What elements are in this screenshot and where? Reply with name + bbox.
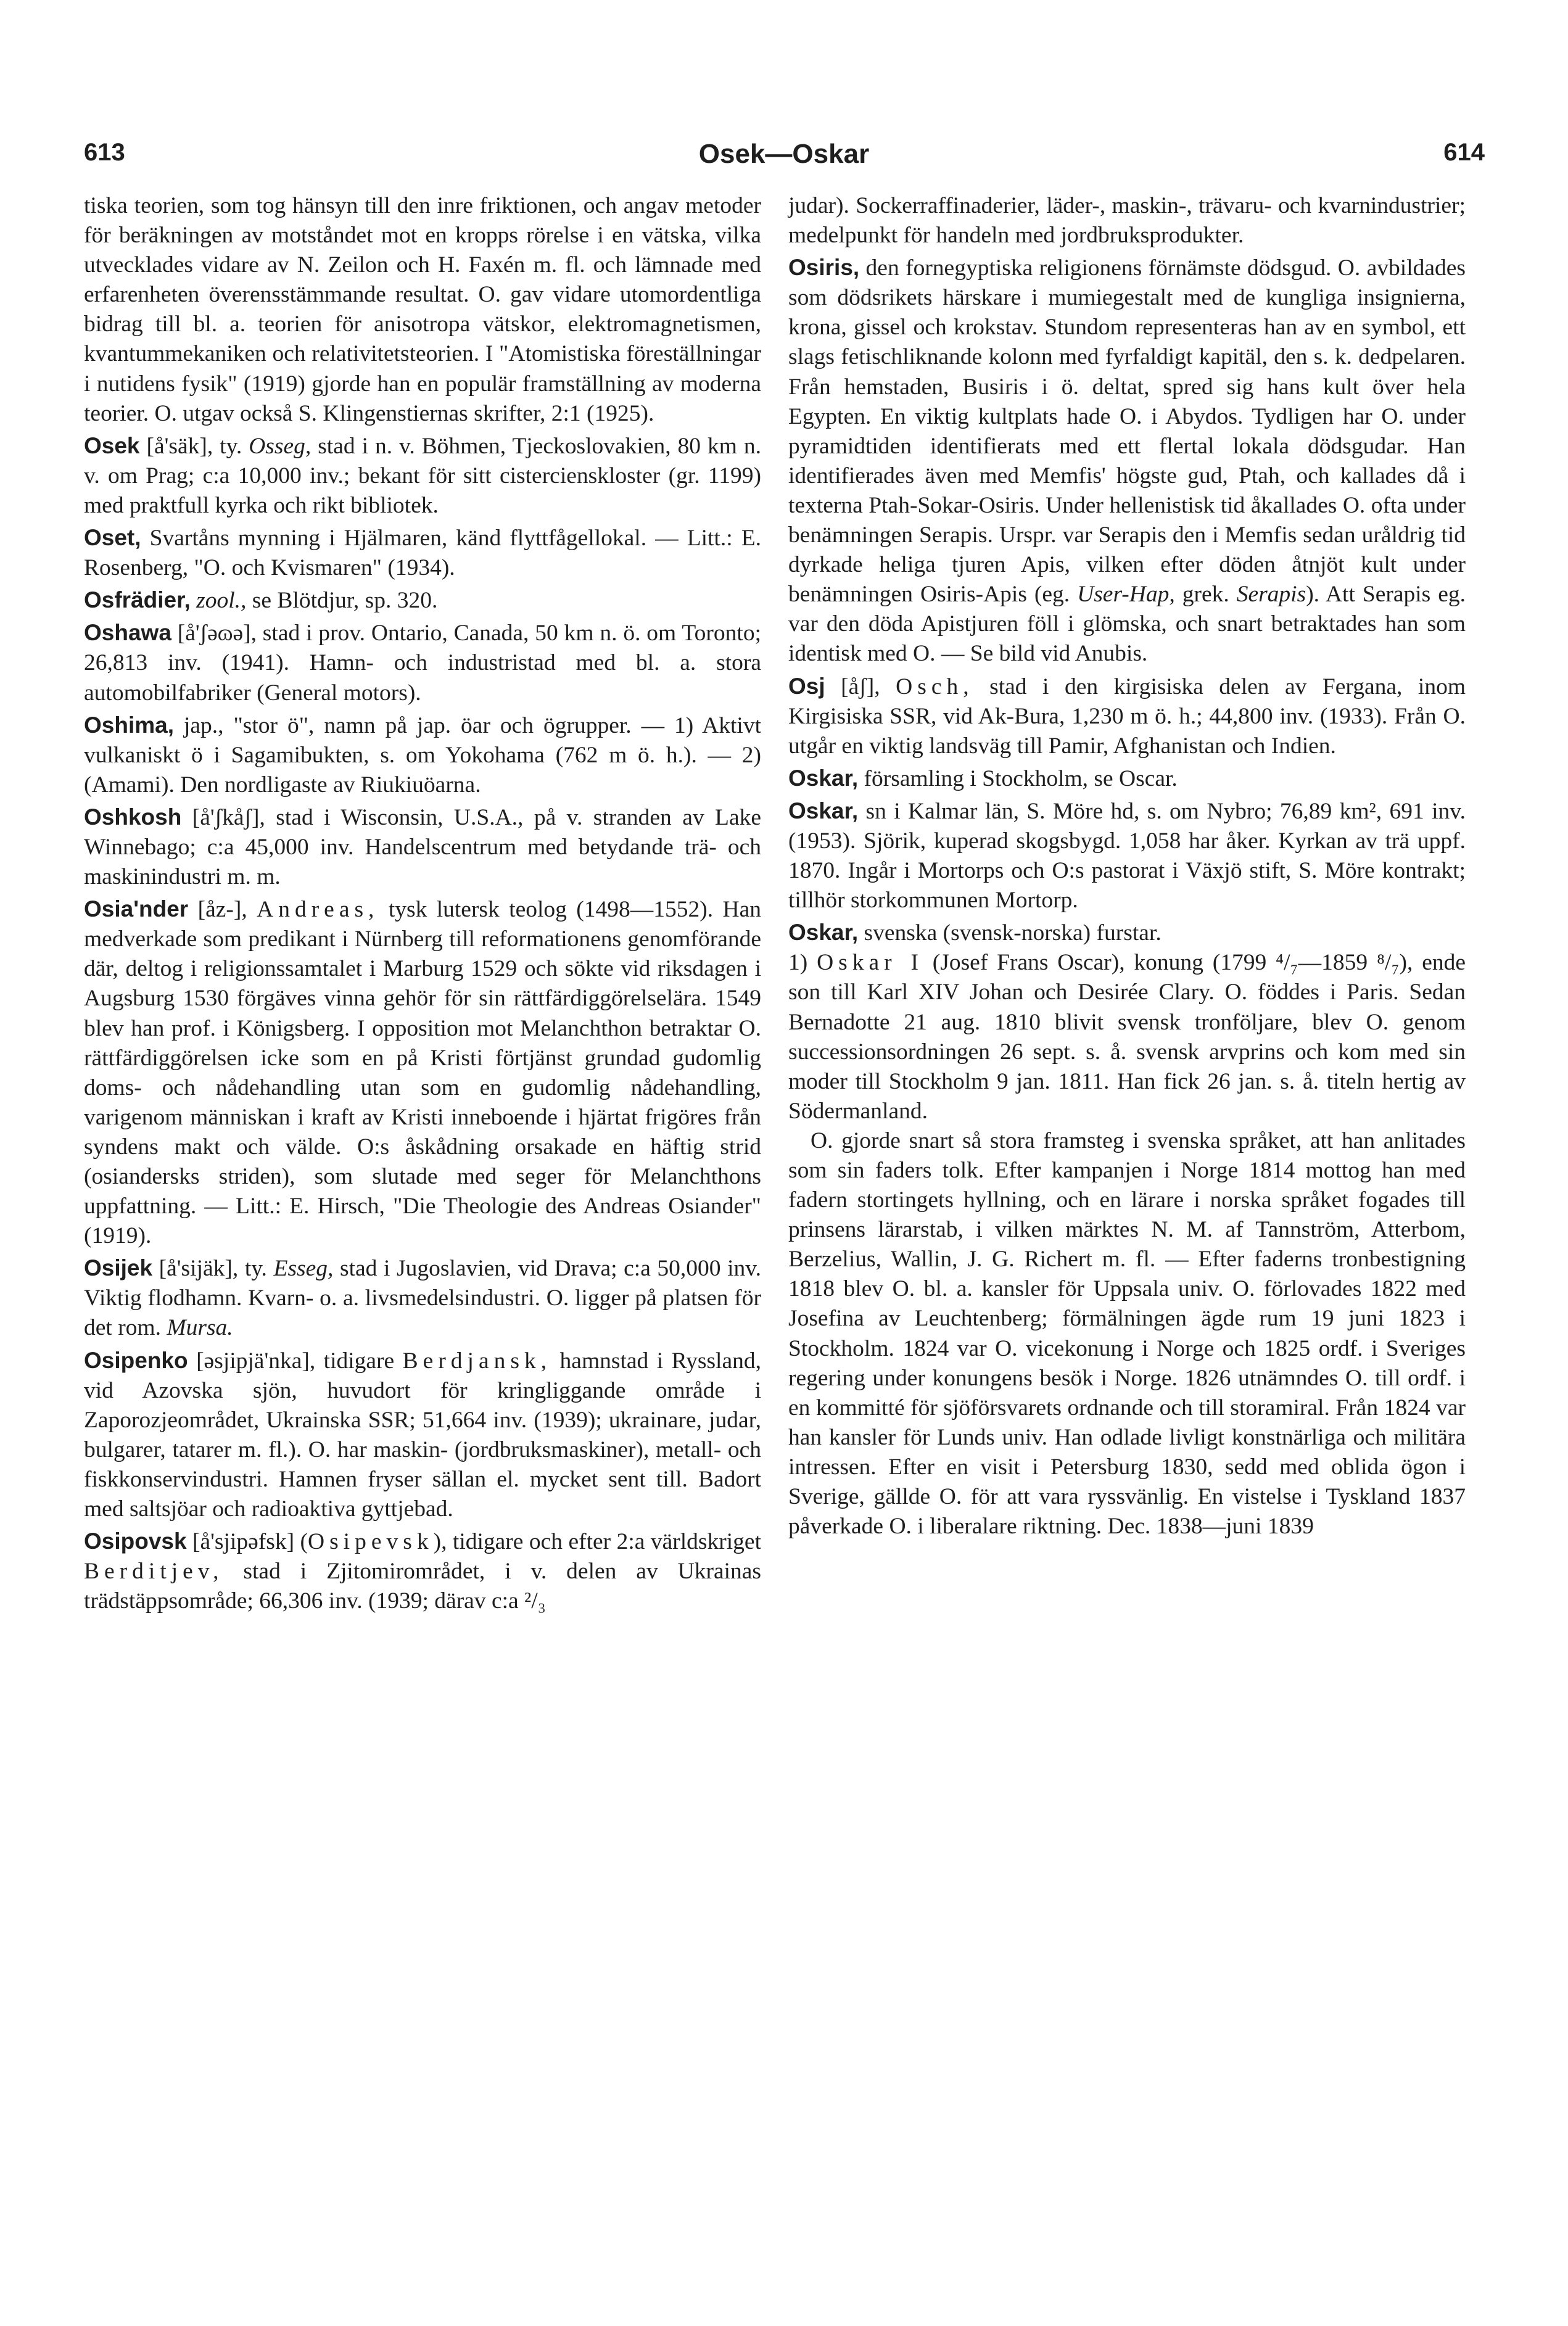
entry-italic: Serapis <box>1236 582 1306 608</box>
entry-text: ), tidigare och efter 2:a världskriget <box>433 1529 761 1555</box>
entry-text: [å'säk], ty. <box>139 433 249 459</box>
entry-spaced: Berditjev, <box>84 1559 224 1585</box>
entry-text: hamnstad i Ryssland, vid Azovska sjön, huvudort för kringliggande område i Zaporozjeområdet, Ukrainska SSR; 51,664 inv. (1939); ukrainare, judar, bulgarer, tatarer m. fl.). O. har maskin- (jordbruksmaskiner), metall- och fiskkonservindustri. Hamnen fryser sällan el. mycket sent till. Badort med saltsjöar och radioaktiva gyttjebad. <box>84 1348 761 1522</box>
headword: Osijek <box>84 1255 153 1281</box>
headword: Osj <box>788 673 825 699</box>
headword: Osipenko <box>84 1347 188 1373</box>
entry-text: [å'ʃəɷə], stad i prov. Ontario, Canada, 50 km n. ö. om Toronto; 26,813 inv. (1941). Hamn- och industristad med bl. a. stora automobilfabriker (General motors). <box>84 621 761 706</box>
entry-osipovsk <box>84 1527 761 1616</box>
headword: Oskar, <box>788 765 859 791</box>
entry-osj <box>788 672 1466 761</box>
entry-text: [åʃ], <box>825 674 896 699</box>
headword: Oskar, <box>788 798 859 823</box>
running-title: Osek—Oskar <box>698 139 870 169</box>
entry-spaced: Andreas, <box>257 897 379 923</box>
headword: Oshawa <box>84 620 171 646</box>
entry-italic: Esseg, <box>273 1256 334 1282</box>
headword: Osiris, <box>788 255 860 281</box>
entry-osiris <box>788 253 1466 669</box>
entry-osijek <box>84 1253 761 1343</box>
entry-text: se Blötdjur, sp. 320. <box>246 588 438 614</box>
entry-italic: Mursa. <box>167 1315 233 1341</box>
entry-italic: User-Hap, <box>1077 582 1175 608</box>
headword: Osipovsk <box>84 1528 187 1554</box>
entry-spaced: Oskar I <box>817 950 923 976</box>
entry-text: sn i Kalmar län, S. Möre hd, s. om Nybro; 76,89 km², 691 inv. (1953). Sjörik, kuperad skogsbygd. 1,058 har åker. Kyrkan av trä uppf. 1870. Ingår i Mortorps och O:s pastorat i Växjö stift, S. Möre kontrakt; tillhör storkommunen Mortorp. <box>788 798 1466 913</box>
entry-osek <box>84 431 761 521</box>
entry-text: den fornegyptiska religionens förnämste dödsgud. O. avbildades som dödsrikets härskare i mumiegestalt med de kungliga insignierna, krona, gissel och krokstav. Stundom representeras han av en symbol, ett slags fetischliknande kolonn med fyrfaldigt kapitäl, den s. k. dedpelaren. Från hemstaden, Busiris i ö. deltat, spred sig hans kult över hela Egypten. En viktig kultplats hade O. i Abydos. Tydligen har O. under pyramidtiden identifierats med ett flertal lokala dödsgudar. Han identifierades även med Memfis' högste gud, Ptah, och kallades då i texterna Ptah-Sokar-Osiris. Under hellenistisk tid åkallades O. ofta under benämningen Serapis. Urspr. var Serapis den i Memfis sedan uråldrig tid dyrkade heliga tjuren Apis, vilken efter döden åtnjöt kult under benämningen Osiris-Apis (eg. <box>788 255 1466 608</box>
headword: Oset, <box>84 525 141 551</box>
entry-text: tysk lutersk teolog (1498—1552). Han medverkade som predikant i Nürnberg till reformationens genomförande där, deltog i religionssamtalet i Marburg 1529 och sökte vid riksdagen i Augsburg 1530 förgäves vinna gehör för sin rättfärdiggörelselära. 1549 blev han prof. i Königsberg. I opposition mot Melanchthon betraktar O. rättfärdiggörelsen icke som en på Kristi förtjänst grundad gudomlig doms- och nådehandling utan som en gudomlig nådehandling, varigenom människan i kraft av Kristi inneboende i hjärtat frigöres från syndens makt och välde. O:s åskådning orsakade en häftig strid (osiandersks striden), som slutade med seger för Melanchthons uppfattning. — Litt.: E. Hirsch, "Die Theologie des Andreas Osiander" (1919). <box>84 897 761 1249</box>
entry-text: stad i Jugoslavien, vid Drava; c:a 50,000 inv. Viktig flodhamn. Kvarn- o. a. livsmedelsindustri. O. ligger på platsen för det rom. <box>84 1256 761 1341</box>
entry-text: församling i Stockholm, se Oscar. <box>858 765 1178 791</box>
page-number-left: 613 <box>84 139 125 166</box>
entry-osfradier <box>84 585 761 616</box>
entry-text: [å'sijäk], ty. <box>152 1256 274 1282</box>
entry-italic: zool., <box>196 588 247 614</box>
headword: Oshkosh <box>84 804 182 830</box>
entry-text: jap., "stor ö", namn på jap. öar och ögrupper. — 1) Aktivt vulkaniskt ö i Sagamibukten, s. om Yokohama (762 m ö. h.). — 2) (Amami). Den nordligaste av Riukiuöarna. <box>84 712 761 798</box>
entry-oshkosh <box>84 802 761 892</box>
entry-text: Svartåns mynning i Hjälmaren, känd flyttfågellokal. — Litt.: E. Rosenberg, "O. och Kvismaren" (1934). <box>84 526 761 581</box>
continuation-paragraph: judar). Sockerraffinaderier, läder-, maskin-, trävaru- och kvarnindustrier; medelpunkt för handeln med jordbruksprodukter. <box>788 193 1466 249</box>
entry-spaced: Osch, <box>896 674 974 699</box>
entry-italic: Osseg, <box>249 433 312 459</box>
entry-text: svenska (svensk-norska) furstar. <box>858 920 1162 946</box>
headword: Osek <box>84 432 140 458</box>
entry-osiander <box>84 894 761 1251</box>
entry-text: ). Att Serapis eg. var den döda Apistjuren föll i glömska, och snart betraktades han som identisk med O. — Se bild vid Anubis. <box>788 582 1466 667</box>
page-header <box>0 139 1568 182</box>
entry-oshawa <box>84 618 761 707</box>
entry-oskar-furstar <box>788 918 1466 948</box>
entry-osipenko <box>84 1346 761 1525</box>
entry-text: grek. <box>1174 582 1237 608</box>
entry-text: stad i den kirgisiska delen av Fergana, inom Kirgisiska SSR, vid Ak-Bura, 1,230 m ö. h.; 44,800 inv. (1933). Från O. utgår en viktig landsväg till Pamir, Afghanistan och Indien. <box>788 674 1466 759</box>
entry-text: 1) <box>788 950 817 976</box>
entry-oshima <box>84 711 761 800</box>
entry-text <box>191 588 196 613</box>
entry-text: stad i Zjitomirområdet, i v. delen av Ukrainas trädstäppsområde; 66,306 inv. (1939; därav c:a ²/₃ <box>84 1559 761 1614</box>
left-column <box>84 191 761 1616</box>
headword: Oskar, <box>788 920 859 946</box>
entry-text: stad i n. v. Böhmen, Tjeckoslovakien, 80 km n. v. om Prag; c:a 10,000 inv.; bekant för sitt cistercienskloster (gr. 1199) med praktfull kyrka och rikt bibliotek. <box>84 433 761 518</box>
entry-oset <box>84 523 761 583</box>
entry-oskar-forsamling <box>788 764 1466 794</box>
entry-spaced: Berdjansk, <box>402 1348 552 1374</box>
continuation-paragraph: tiska teorien, som tog hänsyn till den inre friktionen, och angav metoder för beräkningen av motståndet mot en kropps rörelse i en vätska, vilka utvecklades vidare av N. Zeilon och H. Faxén m. fl. och lämnade med erfarenheten överensstämmande resultat. O. gav vidare utomordentliga bidrag till bl. a. teorien för anisotropa vätskor, elektromagnetismen, kvantummekaniken och relativitetsteorien. I "Atomistiska föreställningar i nutidens fysik" (1919) gjorde han en populär framställning av moderna teorier. O. utgav också S. Klingenstiernas skrifter, 2:1 (1925). <box>84 193 761 426</box>
headword: Osia'nder <box>84 896 189 922</box>
entry-text: [å'sjipəfsk] ( <box>186 1529 308 1555</box>
entry-text: [åz-], <box>188 897 257 923</box>
entry-spaced: Osipevsk <box>308 1529 434 1555</box>
entry-text: (Josef Frans Oscar), konung (1799 ⁴/₇—1859 ⁸/₇), ende son till Karl XIV Johan och Desirée Clary. O. föddes i Paris. Sedan Bernadotte 21 aug. 1810 blivit svensk tronföljare, blev O. genom successionsordningen 26 sept. s. å. svensk arvprins och kom med sin moder till Stockholm 9 jan. 1811. Han fick 26 jan. s. å. titeln hertig av Södermanland. <box>788 950 1466 1124</box>
entry-text: [å'ʃkåʃ], stad i Wisconsin, U.S.A., på v. stranden av Lake Winnebago; c:a 45,000 inv. Handelscentrum med betydande trä- och maskinindustri m. m. <box>84 804 761 890</box>
entry-oskar-socken <box>788 796 1466 915</box>
entry-text: [əsjipjä'nka], tidigare <box>188 1348 403 1374</box>
body-paragraph: O. gjorde snart så stora framsteg i svenska språket, att han anlitades som sin faders tolk. Efter kampanjen i Norge 1814 mottog han med fadern stortingets hyllning, och en lärare i norska språket fogades till prinsens lärarstab, i vilken märktes N. M. af Tannström, Atterbom, Berzelius, Wallin, J. G. Richert m. fl. — Efter faderns tronbestigning 1818 blev O. bl. a. kansler för Uppsala univ. O. förlovades 1822 med Josefina av Leuchtenberg; förmälningen ägde rum 19 juni 1823 i Stockholm. 1824 var O. vicekonung i Norge och 1825 ordf. i Sveriges regering under konungens besök i Norge. 1826 utnämndes O. till ordf. i en kommitté för sjöförsvarets ordnande och till storamiral. Från 1824 var han kansler för Lunds univ. Han odlade livligt konstnärliga och militära intressen. Efter en visit i Petersburg 1830, sedd med oblida ögon i Sverige, gällde O. för att vara ryssvänlig. En vistelse i Tyskland 1837 påverkade O. i liberalare riktning. Dec. 1838—juni 1839 <box>788 1128 1466 1540</box>
headword: Oshima, <box>84 712 174 738</box>
headword: Osfrädier, <box>84 587 191 613</box>
page-number-right: 614 <box>1443 139 1485 166</box>
right-column <box>788 191 1466 1541</box>
sub-entry-oskar-i <box>788 948 1466 1126</box>
